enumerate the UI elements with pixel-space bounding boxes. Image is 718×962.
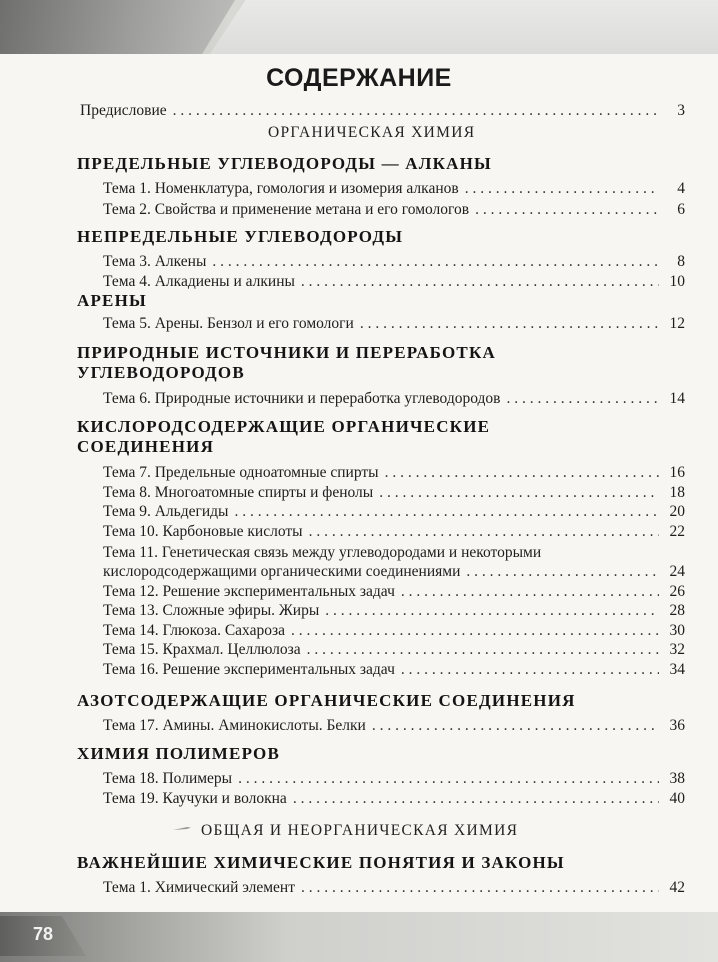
toc-entry[interactable] (103, 201, 685, 219)
toc-entry[interactable] (103, 273, 685, 291)
dot-leader (360, 315, 659, 333)
section-heading: ПРИРОДНЫЕ ИСТОЧНИКИ И ПЕРЕРАБОТКА (77, 343, 496, 362)
toc-entry-page: 22 (669, 523, 685, 540)
dot-leader (325, 602, 659, 620)
toc-entry-label: Тема 7. Предельные одноатомные спирты (103, 464, 379, 481)
toc-entry-page: 6 (677, 201, 685, 218)
section-heading: ПРЕДЕЛЬНЫЕ УГЛЕВОДОРОДЫ — АЛКАНЫ (77, 154, 492, 173)
toc-entry-page: 3 (677, 102, 685, 119)
dot-leader (401, 661, 659, 679)
section-heading-continuation: УГЛЕВОДОРОДОВ (77, 363, 245, 382)
dot-leader (301, 273, 659, 291)
toc-entry-label: Тема 14. Глюкоза. Сахароза (103, 622, 285, 639)
section-heading: АЗОТСОДЕРЖАЩИЕ ОРГАНИЧЕСКИЕ СОЕДИНЕНИЯ (77, 691, 576, 710)
toc-entry-first-line[interactable]: Тема 11. Генетическая связь между углеводородами и некоторыми (103, 544, 542, 561)
toc-entry[interactable] (103, 661, 685, 679)
pencil-mark-icon (173, 826, 191, 832)
toc-entry-label: Тема 16. Решение экспериментальных задач (103, 661, 395, 678)
toc-entry-page: 10 (669, 273, 685, 290)
toc-entry[interactable] (103, 790, 685, 808)
dot-leader (475, 201, 659, 219)
toc-entry-label: Тема 17. Амины. Аминокислоты. Белки (103, 717, 366, 734)
toc-entry[interactable] (103, 484, 685, 502)
toc-entry-page: 28 (669, 602, 685, 619)
toc-entry-page: 14 (669, 390, 685, 407)
toc-entry-label: Тема 12. Решение экспериментальных задач (103, 583, 395, 600)
section-heading: КИСЛОРОДСОДЕРЖАЩИЕ ОРГАНИЧЕСКИЕ (77, 417, 491, 436)
toc-entry-label: Тема 8. Многоатомные спирты и фенолы (103, 484, 374, 501)
part-title-general-inorganic: ОБЩАЯ И НЕОРГАНИЧЕСКАЯ ХИМИЯ (201, 822, 519, 839)
toc-entry[interactable] (103, 464, 685, 482)
toc-entry-page: 32 (669, 641, 685, 658)
toc-entry-page: 4 (677, 180, 685, 197)
toc-entry-label: Тема 15. Крахмал. Целлюлоза (103, 641, 301, 658)
dot-leader (465, 180, 659, 198)
toc-entry-label: Тема 2. Свойства и применение метана и его гомологов (103, 201, 470, 218)
toc-entry-page: 30 (669, 622, 685, 639)
toc-entry-label: Тема 9. Альдегиды (103, 503, 229, 520)
dot-leader (212, 253, 659, 271)
toc-entry-label: Тема 4. Алкадиены и алкины (103, 273, 295, 290)
top-band-light-stripe (210, 0, 718, 54)
dot-leader (372, 717, 659, 735)
dot-leader (385, 464, 659, 482)
toc-entry[interactable] (103, 602, 685, 620)
toc-entry-page: 16 (669, 464, 685, 481)
dot-leader (238, 770, 659, 788)
dot-leader (291, 622, 659, 640)
section-heading-continuation: СОЕДИНЕНИЯ (77, 437, 215, 456)
bottom-decorative-band (0, 912, 718, 962)
toc-entry[interactable] (103, 253, 685, 271)
toc-entry[interactable] (103, 583, 685, 601)
dot-leader (401, 583, 659, 601)
toc-entry[interactable] (103, 180, 685, 198)
toc-entry-page: 8 (677, 253, 685, 270)
toc-entry[interactable] (103, 622, 685, 640)
toc-entry-page: 36 (669, 717, 685, 734)
toc-entry-label: Тема 10. Карбоновые кислоты (103, 523, 303, 540)
toc-entry[interactable] (103, 503, 685, 521)
toc-entry-label: Тема 13. Сложные эфиры. Жиры (103, 602, 320, 619)
toc-entry-page: 42 (669, 879, 685, 896)
part-title-organic: ОРГАНИЧЕСКАЯ ХИМИЯ (268, 124, 476, 141)
toc-entry-page: 12 (669, 315, 685, 332)
toc-entry-label: Тема 19. Каучуки и волокна (103, 790, 287, 807)
dot-leader (173, 102, 659, 120)
top-decorative-band (0, 0, 718, 54)
top-band-dark-stripe (0, 0, 235, 54)
toc-entry-preface[interactable] (80, 102, 685, 120)
toc-entry-label: Тема 3. Алкены (103, 253, 207, 270)
toc-entry[interactable] (103, 641, 685, 659)
dot-leader (379, 484, 659, 502)
toc-entry-label: Тема 6. Природные источники и переработка углеводородов (103, 390, 501, 407)
section-heading: ВАЖНЕЙШИЕ ХИМИЧЕСКИЕ ПОНЯТИЯ И ЗАКОНЫ (77, 853, 565, 872)
toc-entry-label: Тема 5. Арены. Бензол и его гомологи (103, 315, 354, 332)
dot-leader (293, 790, 659, 808)
section-heading: НЕПРЕДЕЛЬНЫЕ УГЛЕВОДОРОДЫ (77, 227, 404, 246)
toc-entry-label: Тема 1. Номенклатура, гомология и изомерия алканов (103, 180, 459, 197)
toc-entry-page: 26 (669, 583, 685, 600)
toc-entry-page: 34 (669, 661, 685, 678)
dot-leader (301, 879, 659, 897)
toc-entry-page: 20 (669, 503, 685, 520)
toc-entry[interactable] (103, 390, 685, 408)
toc-entry-label: Тема 1. Химический элемент (103, 879, 295, 896)
dot-leader (466, 563, 659, 581)
toc-entry[interactable] (103, 770, 685, 788)
toc-entry[interactable] (103, 563, 685, 581)
toc-entry[interactable] (103, 717, 685, 735)
toc-entry[interactable] (103, 879, 685, 897)
section-heading: ХИМИЯ ПОЛИМЕРОВ (77, 744, 281, 763)
toc-entry-label: Предисловие (80, 102, 167, 119)
toc-entry-page: 40 (669, 790, 685, 807)
section-heading: АРЕНЫ (77, 291, 147, 310)
toc-entry-label: Тема 18. Полимеры (103, 770, 233, 787)
toc-entry-page: 38 (669, 770, 685, 787)
dot-leader (307, 641, 659, 659)
dot-leader (234, 503, 659, 521)
toc-entry-page: 24 (669, 563, 685, 580)
dot-leader (309, 523, 659, 541)
toc-entry[interactable] (103, 523, 685, 541)
page-number: 78 (33, 924, 54, 944)
toc-entry-label: кислородсодержащими органическими соединениями (103, 563, 461, 580)
page-title: СОДЕРЖАНИЕ (266, 64, 452, 92)
toc-entry-page: 18 (669, 484, 685, 501)
dot-leader (507, 390, 660, 408)
toc-entry[interactable] (103, 315, 685, 333)
